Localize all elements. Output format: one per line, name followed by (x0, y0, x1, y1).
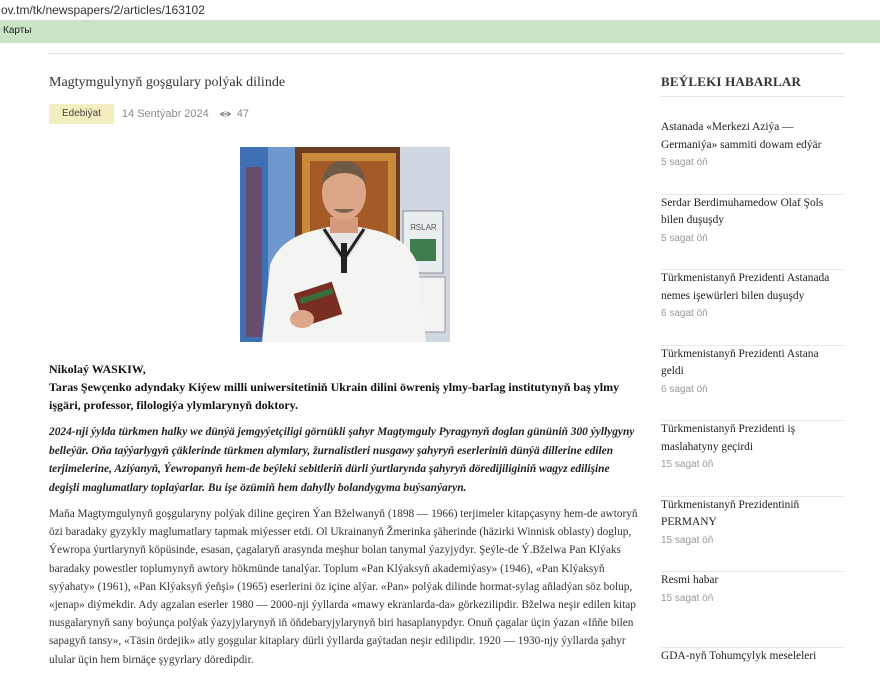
author-portrait-illustration (240, 147, 450, 342)
news-item[interactable] (661, 119, 844, 195)
news-item[interactable] (661, 572, 844, 648)
author-name: Nikolaý WASKIW, (49, 362, 146, 376)
svg-text:ЯSLAR: ЯSLAR (410, 223, 437, 232)
news-item-title[interactable]: GDA-nyň Tohumçylyk meseleleri (661, 649, 817, 662)
news-item[interactable] (661, 497, 844, 573)
news-item-time: 15 sagat öň (661, 534, 714, 546)
sidebar-heading: BEÝLEKI HABARLAR (661, 74, 844, 97)
sidebar (661, 74, 844, 662)
article-lead: 2024-nji ýylda türkmen halky we dünýä jemgyýetçiligi görnükli şahyr Magtymguly Pyragynyň doglan gününiň 300 ýyllygyny belleýär. Oňa taýýarlygyň çäklerinde türkmen alymlary, žurnalistleri nusgawy şahyryň eserleriniň dünýä dillerine edilen terjimelerine, Aziýanyň, Ýewropanyň hem-de beýleki sebitleriň dürli ýurtlarynda şahyryň döredijiliginiň wagyz edilişine degişli maglumatlary toplaýarlar. Bu işe özümiň hem dahylly bolandygyma buýsanýaryn. (49, 426, 635, 494)
article-meta (49, 104, 249, 124)
news-item[interactable] (661, 648, 844, 680)
news-item-time: 6 sagat öň (661, 308, 708, 319)
article-title: Magtymgulynyň goşgulary polýak dilinde (49, 75, 286, 90)
news-item-title[interactable]: Serdar Berdimuhamedow Olaf Şols bilen duşuşdy (661, 196, 824, 226)
author-affiliation: Taras Şewçenko adyndaky Kiýew milli uniwersitetiniň Ukrain dilini öwreniş ylmy-barlag institutynyň baş ylmy işgäri, professor, filologiýa ylymlarynyň doktory. (49, 380, 620, 412)
eye-icon (219, 109, 232, 119)
news-item[interactable] (661, 421, 844, 497)
news-item-time: 5 sagat öň (661, 157, 708, 168)
news-item-time: 6 sagat öň (661, 383, 708, 395)
article-date: 14 Sentýabr 2024 (121, 108, 209, 120)
bookmark-item[interactable]: Карты (3, 25, 32, 36)
bookmarks-bar (0, 21, 880, 43)
news-item[interactable] (661, 346, 844, 422)
news-item-title[interactable]: Türkmenistanyň Prezidenti Astana geldi (661, 347, 819, 377)
address-bar[interactable]: ov.tm/tk/newspapers/2/articles/163102 (0, 0, 880, 21)
news-item-time: 15 sagat öň (661, 592, 714, 604)
article-photo[interactable] (240, 147, 450, 342)
header-divider (48, 53, 845, 54)
news-item[interactable] (661, 195, 844, 271)
category-badge[interactable]: Edebiýat (49, 104, 114, 124)
author-block (49, 360, 641, 414)
news-list (661, 119, 844, 680)
news-item-title[interactable]: Türkmenistanyň Prezidenti iş maslahatyny geçirdi (661, 423, 796, 453)
news-item-title[interactable]: Türkmenistanyň Prezidenti Astanada nemes işewürleri bilen duşuşdy (661, 272, 830, 302)
article (49, 74, 641, 666)
news-item-title[interactable]: Resmi habar (661, 574, 719, 586)
news-item-title[interactable]: Türkmenistanyň Prezidentiniň PERMANY (661, 498, 800, 528)
news-item-time: 15 sagat öň (661, 459, 714, 470)
news-item-title[interactable]: Astanada «Merkezi Aziýa — Germaniýa» sammiti dowam edýär (661, 121, 822, 151)
view-count: 47 (236, 108, 250, 120)
news-item[interactable] (661, 270, 844, 346)
news-item-time: 5 sagat öň (661, 232, 708, 244)
article-body: Maňa Magtymgulynyň goşgularyny polýak diline geçiren Ýan Bželwanyň (1898 — 1966) terjimeler kitapçasyny hem-de awtoryň özi baradaky gyzykly maglumatlary tapmak miýesser etdi. Ol Ukrainanyň Žmerinka şäherinde (häzirki Winnisk oblasty) doglup, Ýewropa ýurtlarynyň köpüsinde, esasan, çagalaryň arasynda meşhur bolan tanymal ýazyjydyr. Şeýle-de Ý.Bželwa Pan Klýaks baradaky powestler toplumynyň awtory hökmünde tanalýar. Toplum «Pan Klýaksyň akademiýasy» (1946), «Pan Klýaksyň syýahaty» (1961), «Pan Klýaksyň ýeňşi» (1965) eserlerini öz içine alýar. «Pan» polýak dilinde hormat-sylag aňladýan söz bolup, «jenap» diýmekdir. Ady agzalan eserler 1980 — 2000-nji ýyllarda «mawy ekranlarda-da» görkezilipdir. Bželwa neşir edilen kitap nusgalarynyň sany boýunça polýak ýazyjylarynyň iň öňdebaryjylarynyň biri hasaplanypdyr. Onuň çagalar üçin ýazan «Iňňe bilen sapagyň tansy», «Täsin ördejik» atly goşgular kitaplary dürli ýyllarda gaýtadan neşir edilipdir. 1920 — 1930-njy ýyllarda şahyr ulular üçin hem birnäçe şygyrlary döredipdir. (49, 508, 638, 666)
